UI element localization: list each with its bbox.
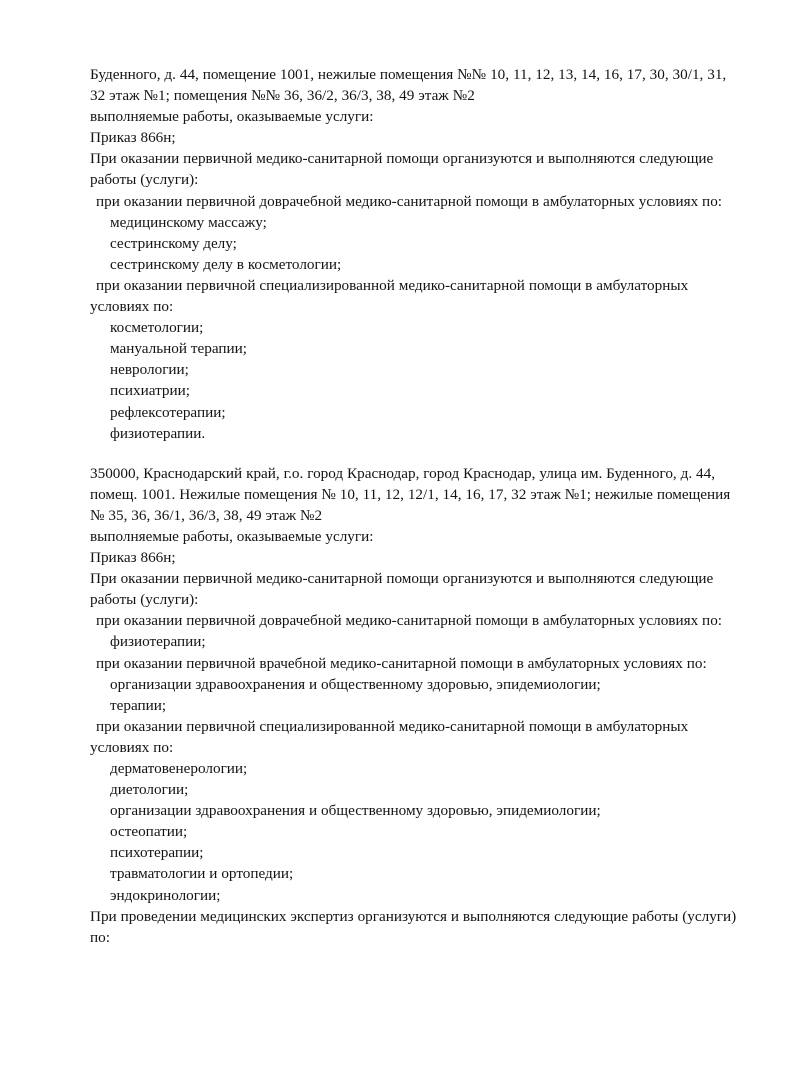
document-paragraph: терапии;	[110, 696, 167, 714]
document-paragraph: физиотерапии.	[110, 424, 206, 442]
document-paragraph: При оказании первичной медико-санитарной помощи организуются и выполняются следующие работы (услуги):	[90, 570, 718, 609]
document-paragraph: организации здравоохранения и общественному здоровью, эпидемиологии;	[110, 675, 601, 693]
document-paragraph: неврологии;	[110, 361, 189, 379]
document-paragraph: 350000, Краснодарский край, г.о. город Краснодар, город Краснодар, улица им. Буденного, д. 44, помещ. 1001. Нежилые помещения № 10, 11, 12, 12/1, 14, 16, 17, 32 этаж №1; нежилые помещения № 35, 36, 36/1, 36/3, 38, 49 этаж №2	[90, 464, 735, 524]
document-paragraph: выполняемые работы, оказываемые услуги:	[90, 108, 374, 126]
document-paragraph: медицинскому массажу;	[110, 213, 267, 231]
document-paragraph: психиатрии;	[110, 382, 190, 400]
document-paragraph: травматологии и ортопедии;	[110, 865, 294, 883]
document-paragraph: психотерапии;	[110, 844, 204, 862]
document-body	[90, 64, 745, 948]
document-paragraph: косметологии;	[110, 319, 204, 337]
document-paragraph: эндокринологии;	[110, 886, 221, 904]
document-paragraph: сестринскому делу в косметологии;	[110, 255, 342, 273]
document-paragraph: При оказании первичной медико-санитарной помощи организуются и выполняются следующие работы (услуги):	[90, 150, 718, 189]
document-paragraph: при оказании первичной врачебной медико-санитарной помощи в амбулаторных условиях по:	[96, 654, 707, 672]
document-paragraph: мануальной терапии;	[110, 340, 248, 358]
document-paragraph: при оказании первичной доврачебной медико-санитарной помощи в амбулаторных условиях по:	[96, 612, 723, 630]
document-paragraph: дерматовенерологии;	[110, 760, 248, 777]
document-paragraph: остеопатии;	[110, 823, 188, 841]
document-paragraph: при оказании первичной специализированной медико-санитарной помощи в амбулаторных условиях по:	[90, 276, 693, 316]
text-block	[90, 463, 745, 948]
document-paragraph: Буденного, д. 44, помещение 1001, нежилые помещения №№ 10, 11, 12, 13, 14, 16, 17, 30, 30/1, 31, 32 этаж №1; помещения №№ 36, 36/2, 36/3, 38, 49 этаж №2	[90, 66, 731, 105]
document-paragraph: организации здравоохранения и общественному здоровью, эпидемиологии;	[110, 802, 601, 820]
text-block	[90, 64, 745, 444]
document-paragraph: диетологии;	[110, 781, 189, 799]
document-paragraph: Приказ 866н;	[90, 129, 176, 147]
document-paragraph: При проведении медицинских экспертиз организуются и выполняются следующие работы (услуги) по:	[90, 907, 741, 946]
document-paragraph: при оказании первичной специализированной медико-санитарной помощи в амбулаторных условиях по:	[90, 717, 693, 756]
document-paragraph: выполняемые работы, оказываемые услуги:	[90, 527, 374, 545]
document-paragraph: рефлексотерапии;	[110, 403, 226, 421]
document-paragraph: Приказ 866н;	[90, 549, 176, 567]
document-paragraph: при оказании первичной доврачебной медико-санитарной помощи в амбулаторных условиях по:	[96, 192, 723, 210]
document-paragraph: сестринскому делу;	[110, 234, 237, 252]
document-paragraph: физиотерапии;	[110, 633, 206, 651]
